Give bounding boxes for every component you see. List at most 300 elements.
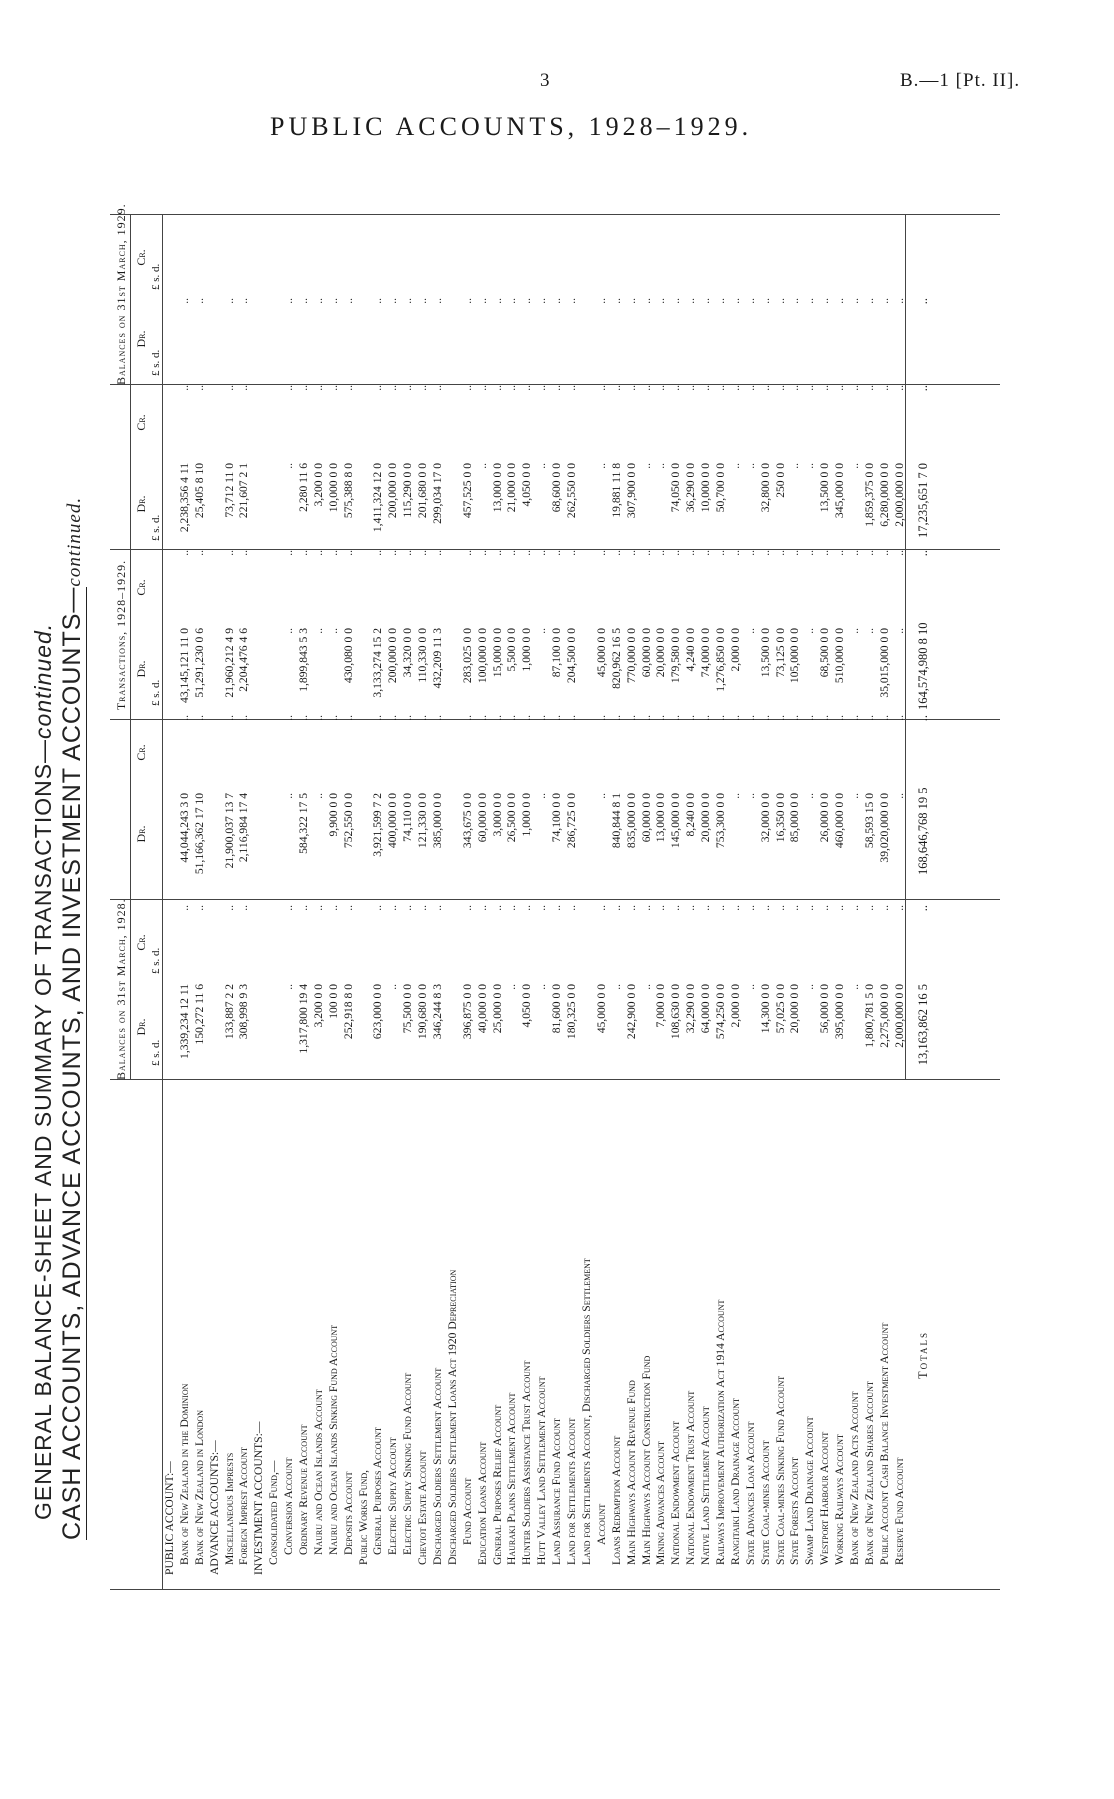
totals-row	[916, 210, 931, 1770]
balance-1929-dr-a-cell: 221,607 2 1	[237, 463, 251, 519]
header-rule	[130, 215, 131, 1080]
balance-1929-cr-a-cell: ..	[535, 385, 549, 391]
transactions-dr-cell: 87,100 0 0	[550, 628, 564, 678]
transactions-dr-a-cell: 32,000 0 0	[758, 793, 772, 843]
account-label: Bank of New Zealand in the Dominion	[177, 1383, 191, 1565]
balance-1929-dr-a-cell: 1,411,324 12 0	[371, 463, 385, 533]
rotated-balance-sheet	[10, 203, 1010, 1770]
balance-1929-cr-a-cell: ..	[490, 385, 504, 391]
transactions-cr-cell: ..	[833, 550, 847, 556]
transactions-cr-a-cell: ..	[728, 715, 742, 721]
transactions-cr-cell: ..	[371, 550, 385, 556]
account-label: State Forests Account	[788, 1456, 802, 1565]
transactions-cr-cell: ..	[803, 550, 817, 556]
account-label: Main Highways Account Revenue Fund	[624, 1380, 638, 1565]
table-row	[640, 210, 655, 1770]
balance-1928-dr-cell: ..	[386, 984, 400, 990]
transactions-dr-cell: 1,276,850 0 0	[713, 628, 727, 692]
balance-1929-dr-cell: ..	[803, 298, 817, 304]
transactions-dr-a-cell: 752,550 0 0	[341, 793, 355, 849]
transactions-dr-a-cell: 8,240 0 0	[684, 793, 698, 837]
balance-1928-dr-cell: 4,050 0 0	[520, 984, 534, 1028]
balance-1928-cr-cell: ..	[386, 905, 400, 911]
balance-1929-dr-a-cell: ..	[728, 463, 742, 469]
transactions-dr-a-cell: ..	[311, 793, 325, 799]
balance-1928-dr-cell: ..	[803, 984, 817, 990]
transactions-cr-cell: ..	[847, 550, 861, 556]
account-label: Bank of New Zealand Acts Account	[847, 1391, 861, 1565]
transactions-dr-a-cell: 44,044,243 3 0	[177, 793, 191, 863]
balance-1929-dr-a-cell: 10,000 0 0	[326, 463, 340, 513]
balance-1928-cr-cell: ..	[535, 905, 549, 911]
account-label: Westport Harbour Account	[818, 1431, 832, 1565]
balance-1929-cr-a-cell: ..	[818, 385, 832, 391]
balance-1929-dr-cell: ..	[639, 298, 653, 304]
balance-1929-cr-a-cell: ..	[416, 385, 430, 391]
account-label: Nauru and Ocean Islands Sinking Fund Account	[326, 1324, 340, 1555]
balance-1928-cr-cell: ..	[222, 905, 236, 911]
balance-1929-cr-a-cell: ..	[192, 385, 206, 391]
transactions-cr-cell: ..	[475, 550, 489, 556]
transactions-cr-cell: ..	[297, 550, 311, 556]
balance-1928-dr-cell: ..	[743, 984, 757, 990]
balance-1928-dr-cell: 2,000,000 0 0	[892, 984, 906, 1048]
transactions-cr-cell: ..	[505, 550, 519, 556]
balance-1929-dr-cell: ..	[654, 298, 668, 304]
account-label: Hutt Valley Land Settlement Account	[535, 1376, 549, 1565]
table-row	[669, 210, 684, 1770]
balance-1929-cr-a-cell: ..	[892, 385, 906, 391]
transactions-dr-cell: 4,240 0 0	[684, 628, 698, 672]
balance-1929-dr-cell: ..	[490, 298, 504, 304]
transactions-cr-a-cell: ..	[803, 715, 817, 721]
units-header: £ s. d.	[150, 1039, 162, 1066]
transactions-dr-a-cell: 840,844 8 1	[609, 793, 623, 849]
account-label: State Coal-mines Account	[758, 1440, 772, 1565]
balance-1929-cr-a-cell: ..	[803, 385, 817, 391]
transactions-dr-cell: 21,960,212 4 9	[222, 628, 236, 698]
transactions-dr-cell: 164,574,980 8 10	[915, 622, 930, 710]
publication-title: PUBLIC ACCOUNTS, 1928–1929.	[270, 112, 753, 141]
account-label: Rangitaiki Land Drainage Account	[728, 1398, 742, 1565]
balance-1928-cr-cell: ..	[237, 905, 251, 911]
balance-1928-dr-cell: 1,800,781 5 0	[862, 984, 876, 1048]
balance-1929-dr-cell: ..	[684, 298, 698, 304]
account-label: Discharged Soldiers Settlement Loans Act 1920 Depreciation	[445, 1269, 459, 1565]
account-label: Account	[594, 1503, 608, 1545]
balance-1928-cr-cell: ..	[550, 905, 564, 911]
transactions-cr-a-cell: ..	[609, 715, 623, 721]
transactions-cr-cell: ..	[401, 550, 415, 556]
balance-1928-cr-cell: ..	[341, 905, 355, 911]
balance-1929-dr-a-cell: 201,680 0 0	[416, 463, 430, 519]
balance-1928-dr-cell: 346,244 8 3	[431, 984, 445, 1040]
transactions-dr-cell: 204,500 0 0	[565, 628, 579, 684]
table-row	[759, 210, 774, 1770]
balance-1928-dr-cell: ..	[847, 984, 861, 990]
balance-1929-cr-a-cell: ..	[371, 385, 385, 391]
table-row	[461, 210, 476, 1770]
table-row	[580, 210, 595, 1770]
balance-1929-dr-cell: ..	[311, 298, 325, 304]
transactions-dr-a-cell: 460,000 0 0	[833, 793, 847, 849]
balance-1928-dr-cell: 623,000 0 0	[371, 984, 385, 1040]
balance-1929-dr-a-cell: 36,290 0 0	[684, 463, 698, 513]
balance-1929-dr-a-cell: 115,290 0 0	[401, 463, 415, 518]
transactions-cr-cell: ..	[416, 550, 430, 556]
balance-1928-cr-cell: ..	[401, 905, 415, 911]
balance-1929-dr-a-cell: ..	[803, 463, 817, 469]
transactions-cr-cell: ..	[222, 550, 236, 556]
table-row	[178, 210, 193, 1770]
account-label: Hauraki Plains Settlement Account	[505, 1392, 519, 1565]
totals-spacer	[908, 210, 916, 1770]
balance-1929-cr-a-cell: ..	[788, 385, 802, 391]
transactions-dr-cell: 1,000 0 0	[520, 628, 534, 672]
transactions-cr-cell: ..	[713, 550, 727, 556]
transactions-cr-cell: ..	[311, 550, 325, 556]
account-label: Working Railways Account	[833, 1434, 847, 1565]
transactions-dr-a-cell: ..	[847, 793, 861, 799]
balance-1929-cr-a-cell: ..	[728, 385, 742, 391]
balance-1928-dr-cell: 13,163,862 16 5	[915, 984, 930, 1066]
table-row	[595, 210, 610, 1770]
balance-1929-dr-cell: ..	[550, 298, 564, 304]
balance-1928-cr-cell: ..	[803, 905, 817, 911]
balance-1929-dr-cell: ..	[416, 298, 430, 304]
balance-1929-cr-a-cell: ..	[520, 385, 534, 391]
balance-1928-cr-cell: ..	[699, 905, 713, 911]
transactions-cr-a-cell: ..	[862, 715, 876, 721]
group-header-balances-1928: Balances on 31st March, 1928.	[114, 898, 128, 1080]
balance-1928-cr-cell: ..	[371, 905, 385, 911]
balance-1929-dr-cell: ..	[833, 298, 847, 304]
balance-1929-dr-cell: ..	[624, 298, 638, 304]
transactions-cr-a-cell: ..	[401, 715, 415, 721]
balance-1929-cr-a-cell: ..	[475, 385, 489, 391]
transactions-dr-a-cell: 13,000 0 0	[654, 793, 668, 843]
balance-1929-dr-a-cell: 21,000 0 0	[505, 463, 519, 513]
balance-1929-dr-cell: ..	[877, 298, 891, 304]
transactions-dr-a-cell: 16,350 0 0	[773, 793, 787, 843]
account-label: State Coal-mines Sinking Fund Account	[773, 1375, 787, 1565]
balance-1928-cr-cell: ..	[758, 905, 772, 911]
transactions-cr-a-cell: ..	[386, 715, 400, 721]
transactions-cr-cell: ..	[818, 550, 832, 556]
table-row	[848, 210, 863, 1770]
transactions-dr-a-cell: ..	[728, 793, 742, 799]
balance-1929-cr-a-cell: ..	[847, 385, 861, 391]
transactions-cr-a-cell: ..	[892, 715, 906, 721]
table-row	[267, 210, 282, 1770]
balance-1929-dr-cell: ..	[177, 298, 191, 304]
transactions-dr-cell: 3,133,274 15 2	[371, 628, 385, 698]
transactions-dr-a-cell: 286,725 0 0	[565, 793, 579, 849]
transactions-cr-a-cell: ..	[594, 715, 608, 721]
table-row	[416, 210, 431, 1770]
balance-1928-cr-cell: ..	[431, 905, 445, 911]
account-label: Land for Settlements Account	[565, 1417, 579, 1565]
balance-1929-dr-a-cell: 4,050 0 0	[520, 463, 534, 507]
account-label: Public Account Cash Balance Investment Account	[877, 1322, 891, 1565]
transactions-cr-cell: ..	[594, 550, 608, 556]
transactions-cr-a-cell: ..	[490, 715, 504, 721]
account-label: General Purposes Account	[371, 1427, 385, 1555]
units-header: £ s. d.	[150, 349, 162, 376]
balance-1929-dr-a-cell: ..	[847, 463, 861, 469]
table-row	[878, 210, 893, 1770]
transactions-cr-a-cell: ..	[222, 715, 236, 721]
transactions-dr-cell: 2,204,476 4 6	[237, 628, 251, 692]
balance-1928-cr-cell: ..	[594, 905, 608, 911]
balance-1929-dr-a-cell: 307,900 0 0	[624, 463, 638, 519]
transactions-cr-a-cell: ..	[311, 715, 325, 721]
balance-1929-dr-cell: ..	[773, 298, 787, 304]
account-label: Railways Improvement Authorization Act 1914 Account	[713, 1299, 727, 1565]
sheet-title	[30, 623, 57, 1520]
balance-1929-dr-cell: ..	[192, 298, 206, 304]
transactions-dr-a-cell: ..	[282, 793, 296, 799]
balance-1928-cr-cell: ..	[460, 905, 474, 911]
transactions-dr-a-cell: ..	[892, 793, 906, 799]
balance-1929-dr-a-cell: 3,200 0 0	[311, 463, 325, 507]
transactions-cr-cell: ..	[535, 550, 549, 556]
balance-1928-dr-cell: 108,630 0 0	[669, 984, 683, 1040]
account-label: National Endowment Account	[669, 1420, 683, 1565]
balance-1928-cr-cell: ..	[490, 905, 504, 911]
table-row	[357, 210, 372, 1770]
account-label: Native Land Settlement Account	[699, 1406, 713, 1565]
balance-1929-dr-cell: ..	[847, 298, 861, 304]
balance-1928-cr-cell: ..	[728, 905, 742, 911]
transactions-cr-a-cell: ..	[743, 715, 757, 721]
transactions-dr-a-cell: 385,000 0 0	[431, 793, 445, 849]
balance-1928-cr-cell: ..	[475, 905, 489, 911]
transactions-dr-cell: 200,000 0 0	[386, 628, 400, 684]
account-rows	[163, 210, 930, 1770]
dr-header: Dr.	[134, 330, 148, 348]
balance-1929-dr-a-cell: ..	[788, 463, 802, 469]
balance-1929-cr-a-cell: ..	[282, 385, 296, 391]
transactions-dr-a-cell: 74,100 0 0	[550, 793, 564, 843]
balance-1929-dr-a-cell: 13,500 0 0	[818, 463, 832, 513]
account-label: ADVANCE ACCOUNTS:—	[207, 1440, 221, 1575]
transactions-dr-a-cell: ..	[594, 793, 608, 799]
table-row	[491, 210, 506, 1770]
transactions-dr-cell: 820,962 16 5	[609, 628, 623, 689]
balance-1929-dr-a-cell: 2,000,000 0 0	[892, 463, 906, 527]
balance-1928-dr-cell: 100 0 0	[326, 984, 340, 1019]
account-label: Fund Account	[460, 1477, 474, 1545]
transactions-dr-a-cell: 60,000 0 0	[475, 793, 489, 843]
transactions-cr-a-cell: ..	[297, 715, 311, 721]
table-row	[774, 210, 789, 1770]
account-label: Bank of New Zealand Shares Account	[862, 1381, 876, 1565]
balance-1929-cr-a-cell: ..	[565, 385, 579, 391]
account-label: Conversion Account	[282, 1457, 296, 1555]
balance-1929-cr-a-cell: ..	[833, 385, 847, 391]
transactions-dr-a-cell: 74,110 0 0	[401, 793, 415, 842]
balance-1929-cr-a-cell: ..	[341, 385, 355, 391]
account-label: National Endowment Trust Account	[684, 1390, 698, 1565]
transactions-dr-a-cell: 584,322 17 5	[297, 793, 311, 854]
balance-1928-dr-cell: ..	[609, 984, 623, 990]
transactions-cr-cell: ..	[862, 550, 876, 556]
table-row	[803, 210, 818, 1770]
balance-1928-dr-cell: 40,000 0 0	[475, 984, 489, 1034]
transactions-dr-cell: 74,000 0 0	[699, 628, 713, 678]
transactions-dr-a-cell: 3,921,599 7 2	[371, 793, 385, 857]
transactions-dr-a-cell: 60,000 0 0	[639, 793, 653, 843]
transactions-dr-cell: 432,209 11 3	[431, 628, 445, 689]
balance-1928-dr-cell: 20,000 0 0	[788, 984, 802, 1034]
transactions-dr-cell: ..	[535, 628, 549, 634]
balance-1928-dr-cell: 32,290 0 0	[684, 984, 698, 1034]
balance-1929-cr-a-cell: ..	[460, 385, 474, 391]
balance-1928-dr-cell: 45,000 0 0	[594, 984, 608, 1034]
account-label: Electric Supply Sinking Fund Account	[401, 1372, 415, 1555]
account-label: Discharged Soldiers Settlement Account	[431, 1367, 445, 1565]
table-row	[550, 210, 565, 1770]
balance-1929-cr-a-cell: ..	[550, 385, 564, 391]
transactions-dr-cell: 2,000 0 0	[728, 628, 742, 672]
balance-1928-cr-cell: ..	[192, 905, 206, 911]
balance-1929-dr-a-cell: 345,000 0 0	[833, 463, 847, 519]
balance-1929-dr-a-cell: ..	[594, 463, 608, 469]
transactions-dr-cell: 15,000 0 0	[490, 628, 504, 678]
balance-1928-dr-cell: 14,300 0 0	[758, 984, 772, 1034]
balance-1929-dr-cell: ..	[788, 298, 802, 304]
account-label: Land for Settlements Account, Discharged Soldiers Settlement	[579, 1258, 593, 1565]
balance-1929-dr-a-cell: ..	[475, 463, 489, 469]
table-row	[729, 210, 744, 1770]
balance-1929-cr-a-cell: ..	[877, 385, 891, 391]
transactions-cr-a-cell: ..	[847, 715, 861, 721]
account-label: Mining Advances Account	[654, 1441, 668, 1565]
balance-1928-dr-cell: 133,887 2 2	[222, 984, 236, 1040]
balance-1928-dr-cell: 81,600 0 0	[550, 984, 564, 1034]
account-label: Cheviot Estate Account	[416, 1450, 430, 1565]
balance-1929-dr-cell: ..	[371, 298, 385, 304]
balance-1928-dr-cell: 252,918 8 0	[341, 984, 355, 1040]
sheet-subtitle-suffix: continued.	[64, 496, 85, 587]
transactions-dr-cell: 430,080 0 0	[341, 628, 355, 684]
transactions-dr-cell: ..	[743, 628, 757, 634]
transactions-dr-cell: 283,025 0 0	[460, 628, 474, 684]
balance-1928-cr-cell: ..	[877, 905, 891, 911]
balance-1929-cr-a-cell: ..	[654, 385, 668, 391]
transactions-cr-a-cell: ..	[341, 715, 355, 721]
account-label: Main Highways Account Construction Fund	[639, 1355, 653, 1565]
balance-1928-dr-cell: 2,000 0 0	[728, 984, 742, 1028]
transactions-dr-cell: 179,580 0 0	[669, 628, 683, 684]
table-row	[282, 210, 297, 1770]
transactions-cr-a-cell: ..	[915, 715, 930, 722]
balance-1928-dr-cell: 242,900 0 0	[624, 984, 638, 1040]
transactions-dr-cell: 34,320 0 0	[401, 628, 415, 678]
table-row	[833, 210, 848, 1770]
transactions-cr-a-cell: ..	[326, 715, 340, 721]
group-header-balances-1929: Balances on 31st March, 1929.	[114, 203, 128, 385]
transactions-cr-a-cell: ..	[520, 715, 534, 721]
units-header: £ s. d.	[150, 679, 162, 706]
transactions-cr-cell: ..	[773, 550, 787, 556]
balance-1929-cr-a-cell: ..	[431, 385, 445, 391]
balance-1929-dr-a-cell: 68,600 0 0	[550, 463, 564, 513]
account-label: Public Works Fund,	[356, 1470, 370, 1565]
transactions-cr-a-cell: ..	[654, 715, 668, 721]
balance-1929-dr-a-cell: 6,280,000 0 0	[877, 463, 891, 527]
table-row	[684, 210, 699, 1770]
table-row	[654, 210, 669, 1770]
balance-1929-dr-a-cell: ..	[535, 463, 549, 469]
table-row	[893, 210, 908, 1770]
table-row	[535, 210, 550, 1770]
account-label: Hunter Soldiers Assistance Trust Account	[520, 1360, 534, 1565]
balance-1928-dr-cell: 180,325 0 0	[565, 984, 579, 1040]
balance-1929-dr-a-cell: 2,238,356 4 11	[177, 463, 191, 533]
transactions-dr-a-cell: 26,500 0 0	[505, 793, 519, 843]
balance-1928-cr-cell: ..	[505, 905, 519, 911]
transactions-dr-cell: ..	[311, 628, 325, 634]
account-label: State Advances Loan Account	[743, 1421, 757, 1565]
balance-1929-dr-cell: ..	[460, 298, 474, 304]
account-label: Electric Supply Account	[386, 1437, 400, 1555]
account-label: General Purposes Relief Account	[490, 1404, 504, 1565]
transactions-cr-a-cell: ..	[237, 715, 251, 721]
transactions-dr-a-cell: 343,675 0 0	[460, 793, 474, 849]
cr-header: Cr.	[134, 934, 148, 951]
balance-1928-dr-cell: 75,500 0 0	[401, 984, 415, 1034]
balance-1929-dr-a-cell: 250 0 0	[773, 463, 787, 498]
balance-1928-dr-cell: 574,250 0 0	[713, 984, 727, 1040]
balance-1929-cr-a-cell: ..	[594, 385, 608, 391]
transactions-dr-a-cell: 2,116,984 17 4	[237, 793, 251, 863]
balance-1929-cr-a-cell: ..	[758, 385, 772, 391]
balance-1929-dr-a-cell: 50,700 0 0	[713, 463, 727, 513]
balance-1928-dr-cell: 395,000 0 0	[833, 984, 847, 1040]
balance-1929-cr-a-cell: ..	[699, 385, 713, 391]
balance-1928-dr-cell: ..	[505, 984, 519, 990]
table-row	[476, 210, 491, 1770]
balance-1928-dr-cell: 56,000 0 0	[818, 984, 832, 1034]
balance-1929-cr-a-cell: ..	[297, 385, 311, 391]
transactions-cr-cell: ..	[282, 550, 296, 556]
transactions-cr-cell: ..	[341, 550, 355, 556]
balance-1928-dr-cell: 396,875 0 0	[460, 984, 474, 1040]
balance-1929-cr-a-cell: ..	[505, 385, 519, 391]
transactions-dr-cell: 73,125 0 0	[773, 628, 787, 678]
transactions-cr-cell: ..	[431, 550, 445, 556]
transactions-cr-cell: ..	[654, 550, 668, 556]
transactions-dr-cell: 60,000 0 0	[639, 628, 653, 678]
transactions-dr-a-cell: 58,593 15 0	[862, 793, 876, 849]
transactions-cr-cell: ..	[639, 550, 653, 556]
transactions-cr-cell: ..	[460, 550, 474, 556]
table-row	[297, 210, 312, 1770]
transactions-cr-cell: ..	[520, 550, 534, 556]
balance-1929-dr-a-cell: ..	[282, 463, 296, 469]
balance-1929-dr-cell: ..	[862, 298, 876, 304]
transactions-cr-cell: ..	[609, 550, 623, 556]
transactions-dr-a-cell: 3,000 0 0	[490, 793, 504, 837]
transactions-cr-cell: ..	[877, 550, 891, 556]
transactions-dr-cell: ..	[326, 628, 340, 634]
balance-1929-cr-a-cell: ..	[222, 385, 236, 391]
balance-1929-cr-a-cell: ..	[639, 385, 653, 391]
transactions-cr-cell: ..	[550, 550, 564, 556]
balance-1929-dr-cell: ..	[386, 298, 400, 304]
